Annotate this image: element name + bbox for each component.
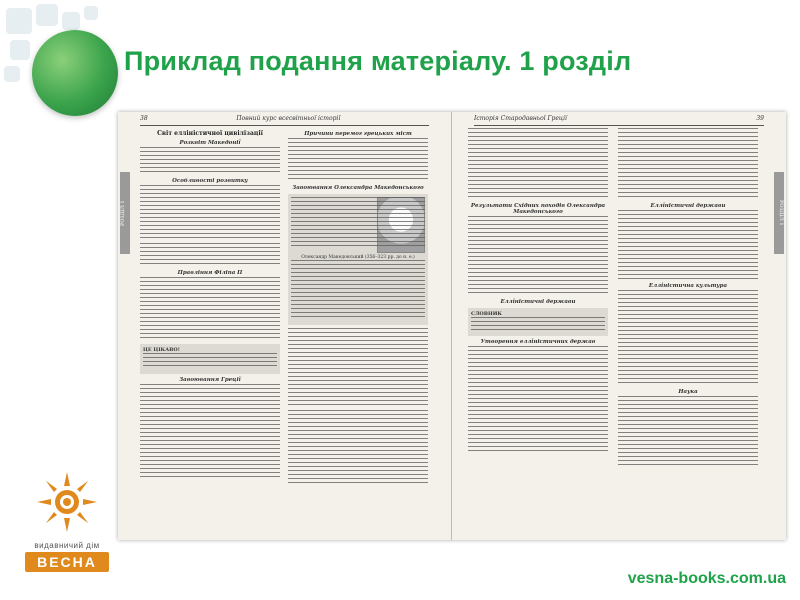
left-side-tab: РОЗДІЛ 1 [120,172,130,254]
text-block [288,138,428,182]
text-block [618,290,758,386]
text-block [288,328,428,408]
section-subheading: Правління Філіпа II [177,270,243,276]
left-page-column-2 [288,128,428,532]
section-subheading: Завоювання Олександра Македонського [292,185,424,191]
text-block [468,128,608,200]
text-block [291,260,425,320]
historical-portrait-box [288,194,428,325]
text-block [468,216,608,296]
text-block [288,410,428,486]
slide-title: Приклад подання матеріалу. 1 розділ [124,46,632,76]
section-subheading: Еллiністична культура [648,283,728,289]
left-page-header [140,115,429,126]
text-block [140,277,280,341]
section-subheading: Особливості розвитку [172,178,248,184]
publisher-logo [12,470,122,590]
section-heading: Світ еллiністичної цивілізації [157,130,263,137]
info-box-label: ЦЕ ЦІКАВО! [143,347,180,353]
dictionary-box [468,308,608,336]
sun-logo-icon [35,470,99,534]
logo-top-text: видавничий дім [34,541,100,550]
right-page [452,112,786,540]
dictionary-label: СЛОВНИК [471,311,502,317]
right-side-tab: РОЗДІЛ 1 [774,172,784,254]
book-spread-image [118,112,786,540]
right-page-number: 39 [756,115,764,122]
text-block [140,185,280,241]
left-page-number: 38 [140,115,148,122]
section-subheading: Результати Східних походів Олександра Македонського [470,203,606,215]
section-subheading: Розквіт Македонії [179,140,241,146]
text-block [618,128,758,200]
right-page-column-2 [618,128,758,532]
section-subheading: Наука [678,389,698,395]
section-subheading: Причини перемог грецьких міст [304,131,412,137]
text-block [140,243,280,267]
text-block [140,384,280,480]
left-page-column-1 [140,128,280,532]
text-block [143,353,277,369]
text-block [618,396,758,468]
info-box [140,344,280,374]
left-page-header-text: Повний курс всесвітньої історії [236,115,341,122]
right-page-column-1 [468,128,608,532]
section-subheading: Еллiністичні держави [500,299,576,305]
website-link[interactable]: vesna-books.com.ua [627,570,786,587]
logo-brand: ВЕСНА [25,552,109,572]
section-subheading: Утворення еллiністичних держав [480,339,596,345]
text-block [291,197,425,249]
text-block [468,346,608,454]
green-circle-decoration [32,30,118,116]
text-block [471,317,605,331]
right-page-header [474,115,764,126]
portrait-caption: Олександр Македонський (356–323 рр. до н. е.) [301,255,415,260]
section-subheading: Завоювання Греції [179,377,241,383]
left-page [118,112,452,540]
text-block [140,147,280,175]
section-subheading: Еллiністичні держави [650,203,726,209]
right-page-header-text: Історія Стародавньої Греції [474,115,567,122]
text-block [618,210,758,280]
